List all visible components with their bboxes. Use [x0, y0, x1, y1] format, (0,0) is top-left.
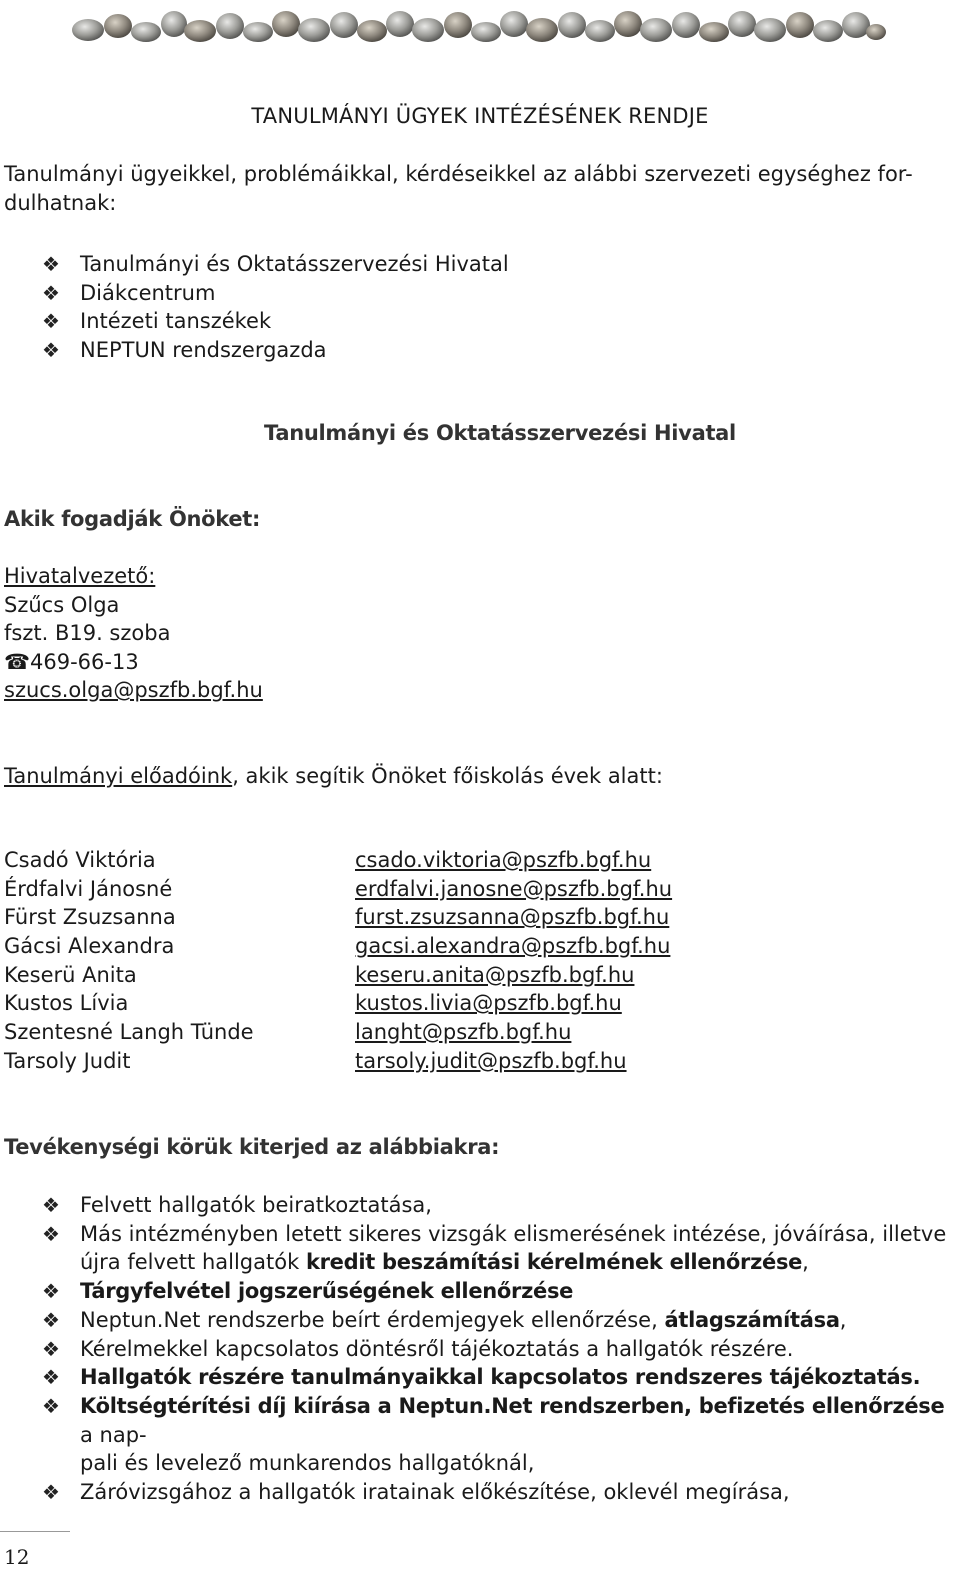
- lecturer-name: Kustos Lívia: [4, 991, 129, 1016]
- list-item: ❖ Intézeti tanszékek: [42, 307, 509, 336]
- diamond-bullet-icon: ❖: [42, 1279, 60, 1304]
- intro-paragraph: Tanulmányi ügyeikkel, problémáikkal, kérdéseikkel az alábbi szervezeti egységhez for-dulhatnak:: [4, 162, 913, 215]
- list-item: ❖ Neptun.Net rendszerbe beírt érdemjegyek ellenőrzése, átlagszámítása,: [42, 1306, 960, 1335]
- diamond-bullet-icon: ❖: [42, 1365, 60, 1390]
- lecturer-name: Gácsi Alexandra: [4, 934, 175, 959]
- lecturers-intro-rest: , akik segítik Önöket főiskolás évek alatt:: [232, 764, 663, 788]
- lecturer-name: Érdfalvi Jánosné: [4, 876, 173, 901]
- list-item: ❖ Hallgatók részére tanulmányaikkal kapcsolatos rendszeres tájékoztatás.: [42, 1363, 960, 1392]
- head-name: Szűcs Olga: [4, 592, 120, 617]
- lecturer-name: Szentesné Langh Tünde: [4, 1020, 254, 1045]
- stone-shape: [386, 11, 414, 37]
- stone-shape: [614, 11, 642, 37]
- list-item: ❖ Felvett hallgatók beiratkoztatása,: [42, 1191, 960, 1220]
- lecturer-email-link[interactable]: erdfalvi.janosne@pszfb.bgf.hu: [355, 876, 673, 901]
- lecturers-intro-underlined: Tanulmányi előadóink: [4, 764, 233, 788]
- lecturer-name: Fürst Zsuzsanna: [4, 905, 176, 930]
- list-item: ❖ Kérelmekkel kapcsolatos döntésről tájékoztatás a hallgatók részére.: [42, 1335, 960, 1364]
- activities-list: [42, 1191, 960, 1507]
- stone-shape: [672, 12, 700, 38]
- stone-shape: [842, 12, 870, 38]
- diamond-bullet-icon: ❖: [42, 1221, 60, 1246]
- stones-header-image: [70, 4, 890, 48]
- section-heading: Tanulmányi és Oktatásszervezési Hivatal: [264, 421, 736, 445]
- stone-shape: [131, 22, 161, 42]
- diamond-bullet-icon: ❖: [42, 1336, 60, 1361]
- lecturer-email-link[interactable]: furst.zsuzsanna@pszfb.bgf.hu: [355, 905, 670, 930]
- lecturer-name: Keserü Anita: [4, 962, 137, 987]
- diamond-bullet-icon: ❖: [42, 309, 60, 334]
- stone-shape: [412, 18, 444, 42]
- list-item: ❖ NEPTUN rendszergazda: [42, 336, 509, 365]
- head-role: Hivatalvezető:: [4, 564, 156, 588]
- diamond-bullet-icon: ❖: [42, 252, 60, 276]
- phone-icon: ☎: [4, 649, 31, 674]
- list-item: ❖ Más intézményben letett sikeres vizsgák elismerésének intézése, jóváírása, illetve újra felvett hallgatók kredit beszámítási kérelmének ellenőrzése,: [42, 1221, 947, 1275]
- units-list: [42, 250, 509, 365]
- stone-shape: [558, 12, 586, 38]
- stone-shape: [161, 11, 187, 37]
- stone-shape: [104, 14, 132, 38]
- stone-shape: [813, 20, 843, 42]
- lecturer-email-link[interactable]: gacsi.alexandra@pszfb.bgf.hu: [355, 934, 671, 959]
- diamond-bullet-icon: ❖: [42, 1307, 60, 1332]
- diamond-bullet-icon: ❖: [42, 280, 60, 305]
- lecturer-email-link[interactable]: csado.viktoria@pszfb.bgf.hu: [355, 848, 652, 872]
- stone-shape: [357, 20, 387, 42]
- diamond-bullet-icon: ❖: [42, 1480, 60, 1505]
- lecturer-name: Csadó Viktória: [4, 848, 156, 872]
- list-item: ❖ Záróvizsgához a hallgatók iratainak előkészítése, oklevél megírása,: [42, 1478, 960, 1507]
- lecturer-email-link[interactable]: tarsoly.judit@pszfb.bgf.hu: [355, 1048, 627, 1073]
- stone-shape: [298, 18, 330, 42]
- stone-shape: [728, 11, 756, 37]
- diamond-bullet-icon: ❖: [42, 1393, 60, 1418]
- lecturer-emails: [355, 846, 672, 1076]
- stone-shape: [699, 22, 729, 42]
- stone-shape: [471, 22, 501, 42]
- head-room: fszt. B19. szoba: [4, 621, 171, 646]
- head-office-contact: [4, 562, 263, 705]
- list-item: ❖ Tanulmányi és Oktatásszervezési Hivatal: [42, 250, 509, 279]
- activities-heading: Tevékenységi körük kiterjed az alábbiakra:: [4, 1135, 500, 1159]
- footer-rule: [0, 1531, 70, 1532]
- stone-shape: [216, 13, 244, 39]
- page-title: TANULMÁNYI ÜGYEK INTÉZÉSÉNEK RENDJE: [251, 104, 709, 128]
- receivers-heading: Akik fogadják Önöket:: [4, 507, 261, 531]
- lecturers-intro: [4, 764, 663, 788]
- stone-shape: [526, 18, 558, 42]
- list-item: ❖ Tárgyfelvétel jogszerűségének ellenőrzése: [42, 1277, 960, 1306]
- stone-shape: [500, 11, 528, 37]
- stone-shape: [243, 22, 273, 42]
- list-item: ❖ Diákcentrum: [42, 279, 509, 308]
- page-number: 12: [4, 1545, 30, 1569]
- list-item: ❖ Költségtérítési díj kiírása a Neptun.Net rendszerben, befizetés ellenőrzése a nap- pali és levelező munkarendos hallgatóknál,: [42, 1393, 945, 1476]
- lecturer-name: Tarsoly Judit: [4, 1048, 131, 1073]
- lecturer-names: [4, 846, 254, 1076]
- diamond-bullet-icon: ❖: [42, 338, 60, 363]
- stone-shape: [330, 12, 358, 38]
- head-phone-line: [4, 648, 263, 677]
- head-email-link[interactable]: szucs.olga@pszfb.bgf.hu: [4, 678, 263, 703]
- stone-shape: [640, 18, 672, 42]
- stone-shape: [754, 18, 786, 42]
- diamond-bullet-icon: ❖: [42, 1193, 60, 1217]
- stone-shape: [585, 20, 615, 42]
- head-phone: 469-66-13: [30, 649, 139, 674]
- stone-shape: [184, 20, 216, 42]
- stone-shape: [866, 24, 886, 40]
- lecturer-email-link[interactable]: langht@pszfb.bgf.hu: [355, 1020, 572, 1045]
- lecturer-email-link[interactable]: kustos.livia@pszfb.bgf.hu: [355, 991, 622, 1016]
- stone-shape: [72, 19, 104, 41]
- stone-shape: [786, 12, 814, 38]
- stone-shape: [272, 11, 300, 37]
- stone-shape: [444, 12, 472, 38]
- lecturer-email-link[interactable]: keseru.anita@pszfb.bgf.hu: [355, 962, 635, 987]
